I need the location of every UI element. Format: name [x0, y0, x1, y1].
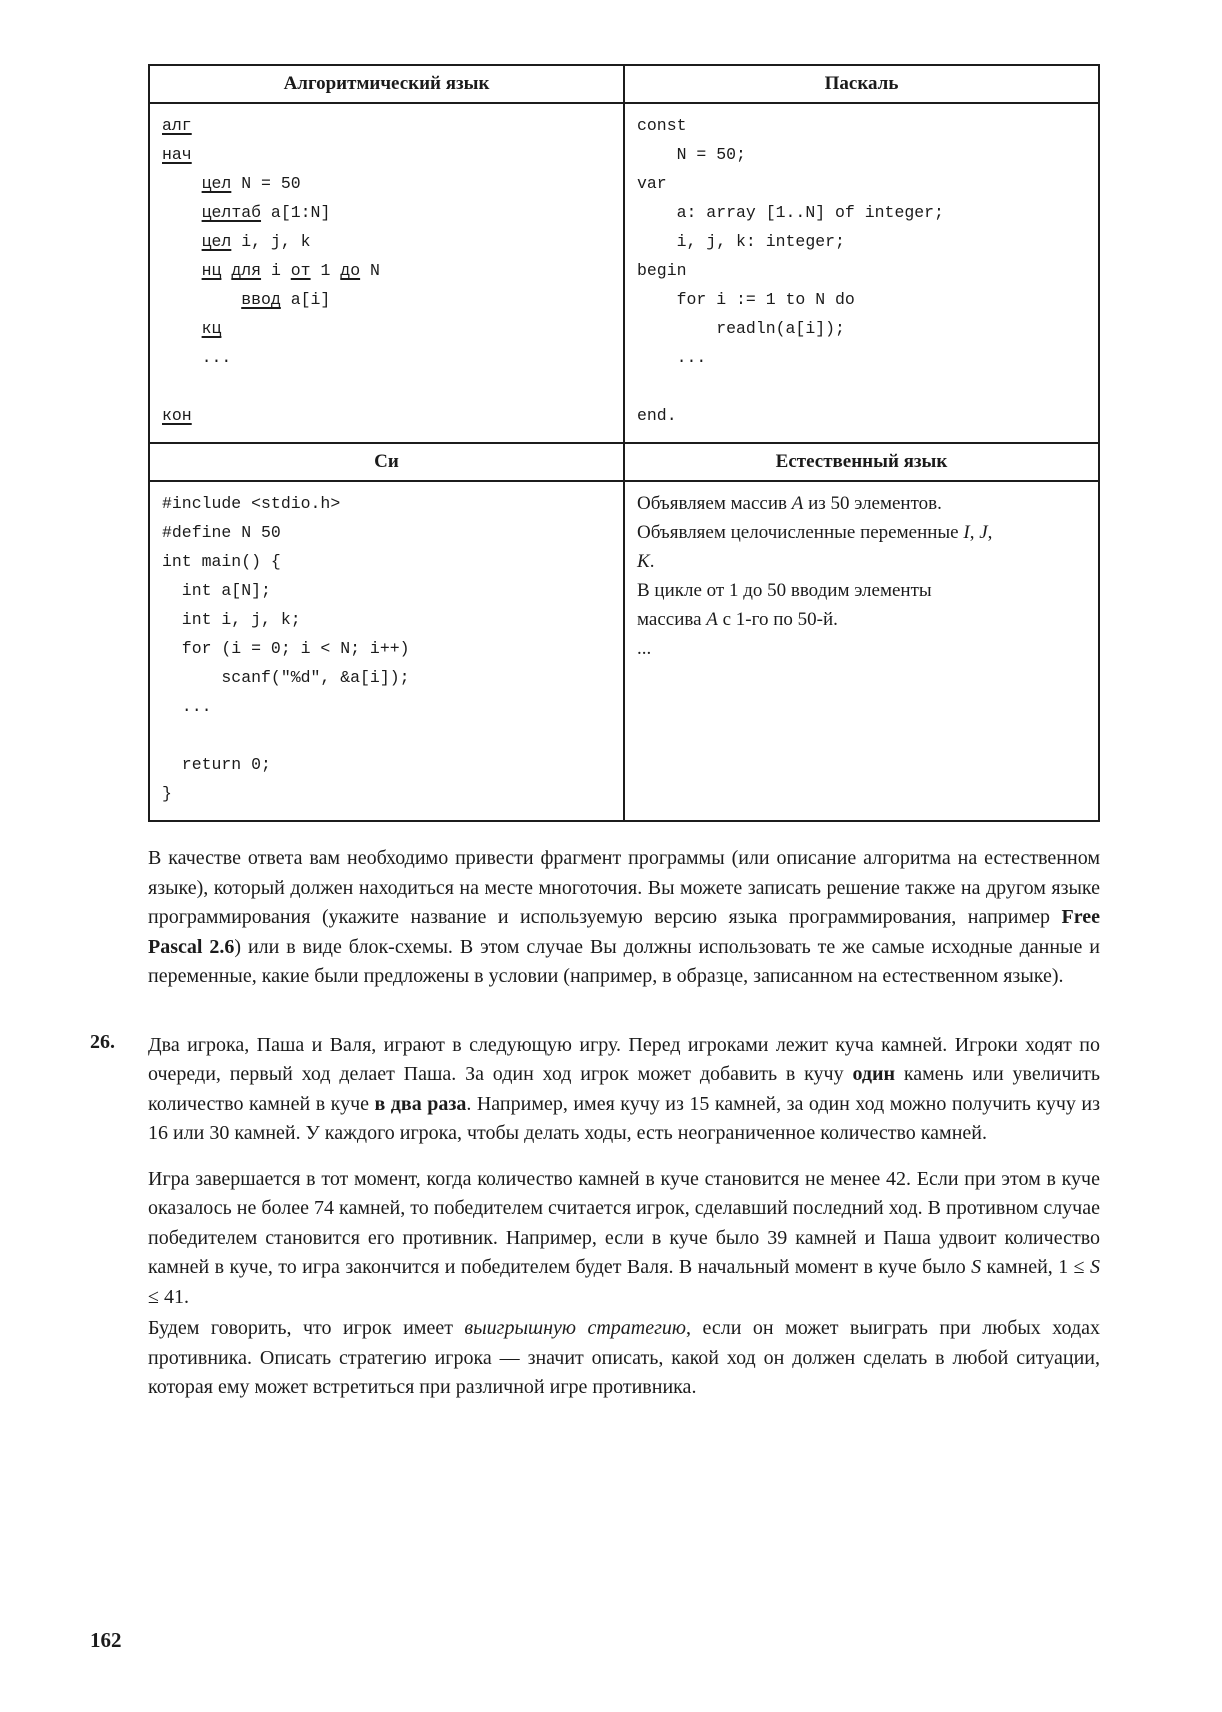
table-header-row-1	[149, 65, 1099, 103]
answer-instructions-paragraph: В качестве ответа вам необходимо привести фрагмент программы (или описание алгоритма на естественном языке), который должен находиться на месте многоточия. Вы можете записать решение также на другом языке программирования (укажите название и используемую версию языка программирования, например Free Pascal 2.6) или в виде блок-схемы. В этом случае Вы должны использовать те же самые исходные данные и переменные, какие были предложены в условии (например, в образце, записанном на естественном языке).	[148, 847, 1100, 987]
natural-language-cell	[624, 481, 1099, 821]
header-natural-language: Естественный язык	[624, 443, 1099, 481]
problem-26-paragraph-3: Будем говорить, что игрок имеет выигрышную стратегию, если он может выиграть при любых ходах противника. Описать стратегию игрока — значит описать, какой ход он должен сделать в любой ситуации, которая ему может встретиться при различной игре противника.	[148, 1317, 1101, 1398]
c-code-cell	[149, 481, 624, 821]
problem-26-body	[148, 1031, 1100, 1403]
page-number: 162	[90, 1628, 122, 1652]
algorithmic-code-cell	[149, 103, 624, 443]
table-header-row-2	[149, 443, 1099, 481]
problem-26-paragraph-1: Два игрока, Паша и Валя, играют в следующую игру. Перед игроками лежит куча камней. Игроки ходят по очереди, первый ход делает Паша. За один ход игрок может добавить в кучу один камень или увеличить количество камней в куче в два раза. Например, имея кучу из 15 камней, за один ход можно получить кучу из 16 или 30 камней. У каждого игрока, чтобы делать ходы, есть неограниченное количество камней.	[148, 1033, 1101, 1144]
problem-26	[90, 1030, 1101, 1403]
header-algorithmic-language: Алгоритмический язык	[149, 65, 624, 103]
problem-number: 26.	[90, 1030, 115, 1053]
table-body-row-1	[149, 103, 1099, 443]
pascal-code-cell	[624, 103, 1099, 443]
language-comparison-table	[148, 64, 1100, 822]
page-content	[90, 64, 1101, 1403]
natural-language-text: Объявляем массив A из 50 элементов. Объявляем целочисленные переменные I, J, K. В цикле от 1 до 50 вводим элементы массива A с 1-го по 50-й. ...	[637, 493, 993, 659]
pascal-code: const N = 50; var a: array [1..N] of integer; i, j, k: integer; begin for i := 1 to N do readln(a[i]); ... end.	[637, 116, 944, 425]
c-code: #include <stdio.h> #define N 50 int main() { int a[N]; int i, j, k; for (i = 0; i < N; i++) scanf("%d", &a[i]); ... return 0; }	[162, 494, 410, 803]
problem-26-paragraph-2: Игра завершается в тот момент, когда количество камней в куче становится не менее 42. Если при этом в куче оказалось не более 74 камней, то победителем считается игрок, сделавший последний ход. В противном случае победителем становится его противник. Например, если в куче было 39 камней и Паша удвоит количество камней в куче, то игра закончится и победителем будет Валя. В начальный момент в куче было S камней, 1 ≤ S ≤ 41.	[148, 1167, 1100, 1308]
algorithmic-code: алг нач цел N = 50 целтаб a[1:N] цел i, j, k нц для i от 1 до N ввод a[i] кц ... кон	[162, 116, 380, 425]
header-pascal: Паскаль	[624, 65, 1099, 103]
table-body-row-2	[149, 481, 1099, 821]
header-c-language: Си	[149, 443, 624, 481]
